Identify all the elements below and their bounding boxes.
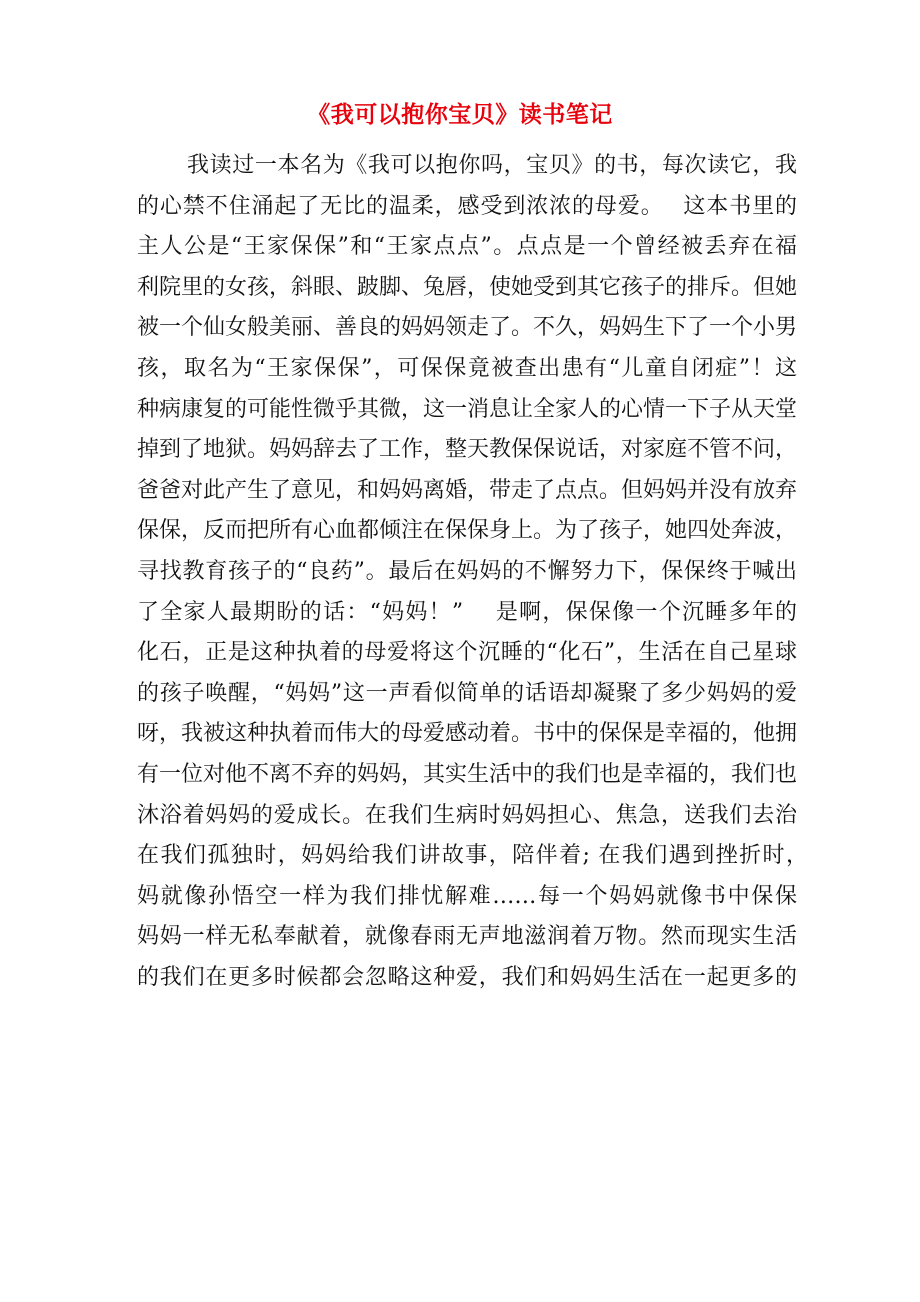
- paragraph-line: 我读过一本名为《我可以抱你吗，宝贝》的书，每次读它，我: [187, 153, 797, 178]
- paragraph-line: 化石，正是这种执着的母爱将这个沉睡的“化石”，生活在自己星球: [137, 640, 797, 666]
- paragraph-line: 掉到了地狱。妈妈辞去了工作，整天教保保说话，对家庭不管不问，: [137, 437, 797, 463]
- paragraph-line: 妈妈一样无私奉献着，就像春雨无声地滋润着万物。然而现实生活: [137, 924, 797, 950]
- paragraph-line: 的孩子唤醒，“妈妈”这一声看似简单的话语却凝聚了多少妈妈的爱: [137, 680, 797, 706]
- paragraph-line: 沐浴着妈妈的爱成长。在我们生病时妈妈担心、焦急，送我们去治: [137, 802, 797, 828]
- paragraph-line: 爸爸对此产生了意见，和妈妈离婚，带走了点点。但妈妈并没有放弃: [137, 477, 797, 503]
- paragraph-line: 有一位对他不离不弃的妈妈，其实生活中的我们也是幸福的，我们也: [137, 761, 797, 787]
- paragraph-line: 呀，我被这种执着而伟大的母爱感动着。书中的保保是幸福的，他拥: [137, 721, 797, 747]
- paragraph-line: 妈就像孙悟空一样为我们排忧解难……每一个妈妈就像书中保保: [137, 883, 797, 909]
- paragraph-line: 主人公是“王家保保”和“王家点点”。点点是一个曾经被丢弃在福: [137, 234, 797, 260]
- paragraph-line: 的我们在更多时候都会忽略这种爱，我们和妈妈生活在一起更多的: [137, 964, 797, 990]
- paragraph-line: 种病康复的可能性微乎其微，这一消息让全家人的心情一下子从天堂: [137, 396, 797, 422]
- paragraph-line: 了全家人最期盼的话：“妈妈！” 是啊，保保像一个沉睡多年的: [137, 599, 797, 625]
- paragraph-line: 的心禁不住涌起了无比的温柔，感受到浓浓的母爱。 这本书里的: [137, 193, 797, 219]
- paragraph-line: 在我们孤独时，妈妈给我们讲故事，陪伴着; 在我们遇到挫折时，: [137, 843, 797, 869]
- paragraph-line: 孩，取名为“王家保保”，可保保竟被查出患有“儿童自闭症”！这: [137, 355, 797, 381]
- paragraph-line: 利院里的女孩，斜眼、跛脚、兔唇，使她受到其它孩子的排斥。但她: [137, 274, 797, 300]
- paragraph-line: 寻找教育孩子的“良药”。最后在妈妈的不懈努力下，保保终于喊出: [137, 558, 797, 584]
- document-body: [137, 146, 797, 998]
- paragraph-line: 保保，反而把所有心血都倾注在保保身上。为了孩子，她四处奔波，: [137, 518, 797, 544]
- document-title: 《我可以抱你宝贝》读书笔记: [307, 102, 613, 128]
- paragraph-line: 被一个仙女般美丽、善良的妈妈领走了。不久，妈妈生下了一个小男: [137, 315, 797, 341]
